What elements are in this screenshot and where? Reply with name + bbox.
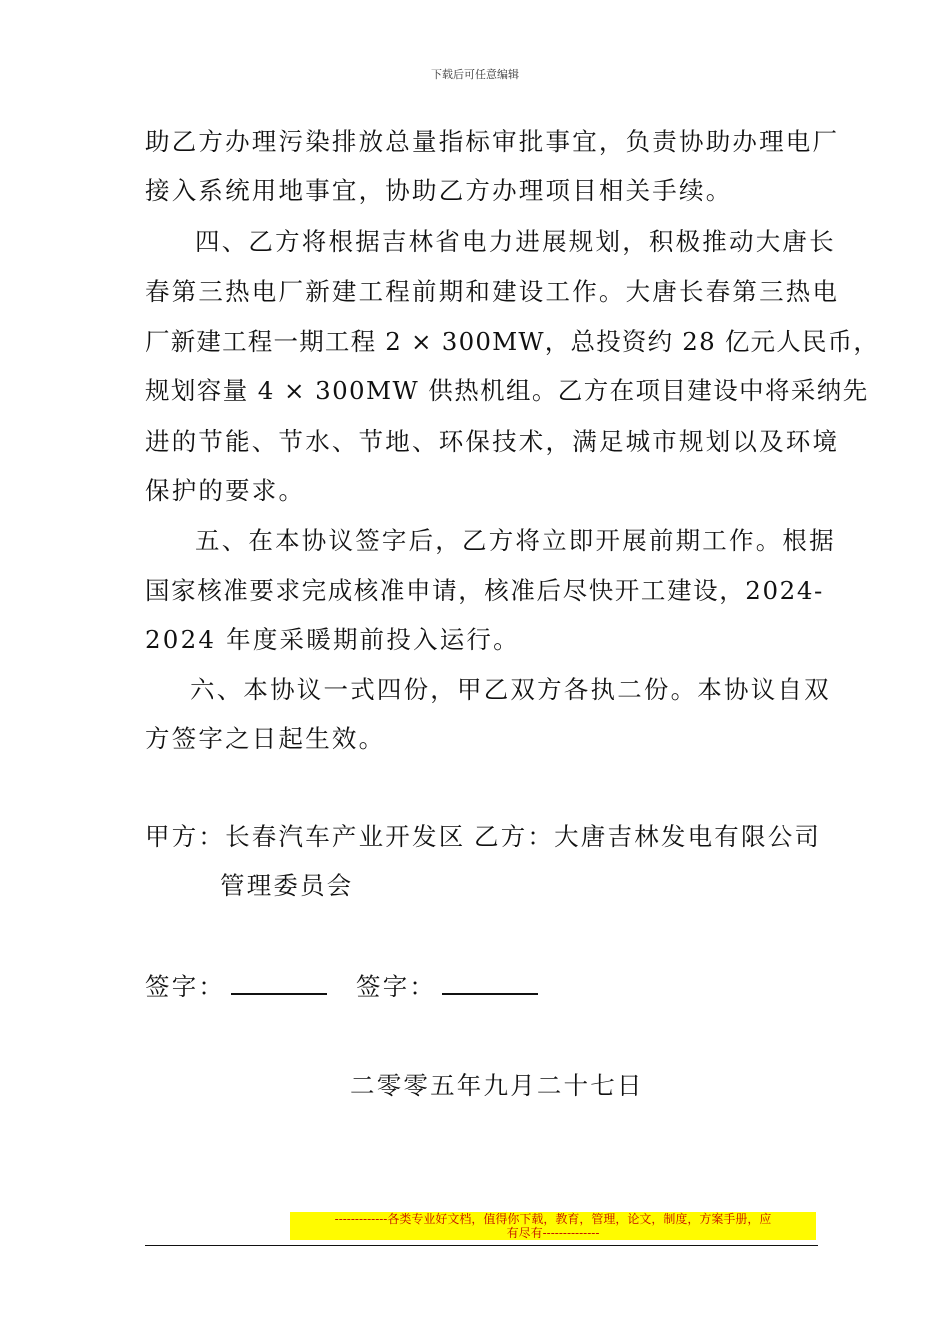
body-line-2: 接入系统用地事宜，协助乙方办理项目相关手续。 <box>145 176 733 205</box>
header-note: 下载后可任意编辑 <box>431 68 519 81</box>
signature-a <box>145 972 327 1002</box>
body-line-13: 方签字之日起生效。 <box>145 724 386 753</box>
body-line-5: 厂新建工程一期工程 2 × 300MW，总投资约 28 亿元人民币， <box>145 327 880 356</box>
party-b-name: 大唐吉林发电有限公司 <box>554 822 822 851</box>
party-a-block <box>145 822 465 852</box>
footer-divider <box>145 1245 818 1246</box>
body-line-11: 2024 年度采暖期前投入运行。 <box>145 625 520 654</box>
body-line-9: 五、在本协议签字后，乙方将立即开展前期工作。根据 <box>195 526 836 555</box>
party-b-label: 乙方： <box>474 822 555 851</box>
body-line-7: 进的节能、节水、节地、环保技术，满足城市规划以及环境 <box>145 427 840 456</box>
document-date: 二零零五年九月二十七日 <box>350 1071 644 1100</box>
body-line-4: 春第三热电厂新建工程前期和建设工作。大唐长春第三热电 <box>145 277 840 306</box>
signature-a-label: 签字： <box>145 972 226 1001</box>
signature-a-blank <box>231 973 327 995</box>
signature-b <box>356 972 538 1002</box>
party-a-label: 甲方： <box>145 822 226 851</box>
footer-promo-line2: 有尽有-------------- <box>506 1226 600 1240</box>
party-a-name: 长春汽车产业开发区 <box>225 822 466 851</box>
body-line-8: 保护的要求。 <box>145 476 306 505</box>
party-a-name-line2: 管理委员会 <box>220 871 354 900</box>
body-line-1: 助乙方办理污染排放总量指标审批事宜，负责协助办理电厂 <box>145 127 840 156</box>
party-b-block <box>474 822 821 852</box>
signature-b-label: 签字： <box>356 972 437 1001</box>
body-line-6: 规划容量 4 × 300MW 供热机组。乙方在项目建设中将采纳先 <box>145 376 869 405</box>
footer-promo <box>290 1212 816 1240</box>
footer-promo-line1: -------------各类专业好文档，值得你下载，教育，管理，论文，制度，方案手册，应 <box>334 1212 772 1226</box>
body-line-10: 国家核准要求完成核准申请，核准后尽快开工建设，2024- <box>145 576 824 605</box>
signature-b-blank <box>442 973 538 995</box>
body-line-12: 六、本协议一式四份，甲乙双方各执二份。本协议自双 <box>190 675 831 704</box>
body-line-3: 四、乙方将根据吉林省电力进展规划，积极推动大唐长 <box>195 227 836 256</box>
